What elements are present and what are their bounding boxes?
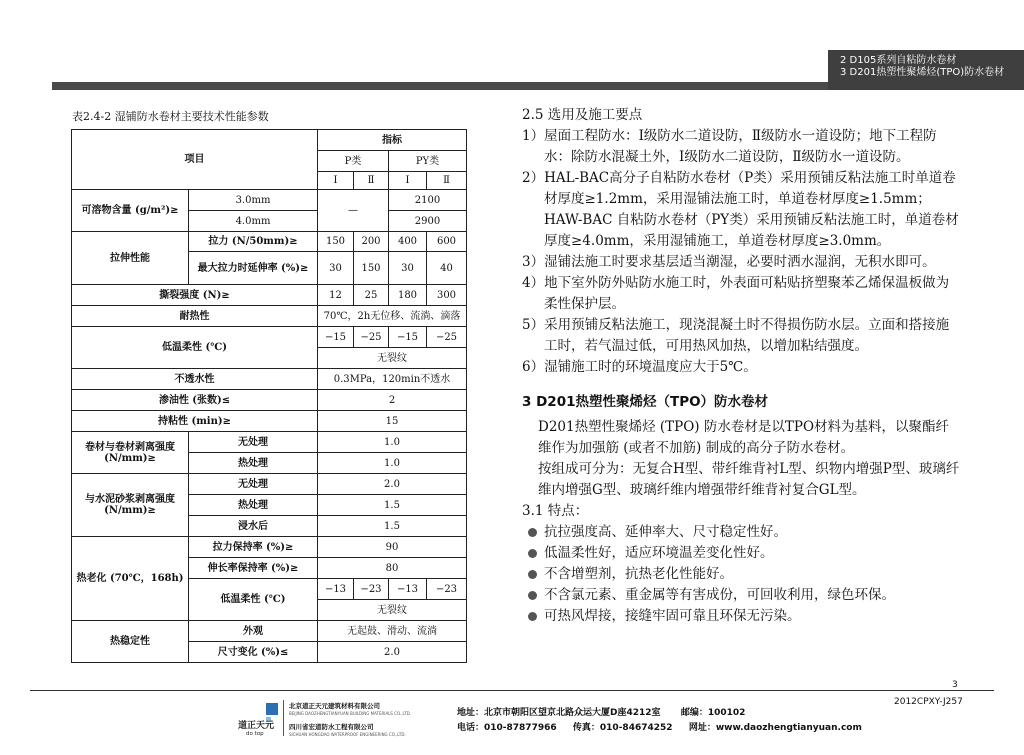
bullet-dot-icon	[528, 570, 537, 579]
company-logo-icon	[236, 700, 280, 736]
phone: 电话：010-87877966	[457, 723, 557, 733]
table-cell: −13	[389, 579, 427, 600]
stab-v1: 无起鼓、滑动、流淌	[318, 621, 467, 642]
head-item: 项目	[72, 130, 318, 190]
bullet-dot-icon	[528, 612, 537, 621]
stab-r1: 外观	[189, 621, 318, 642]
list-item: 2）HAL-BAC高分子自粘防水卷材（P类）采用预铺反粘法施工时单道卷材厚度≥1.2mm，采用湿铺法施工时，单道卷材厚度≥1.5mm；HAW-BAC 自粘防水卷材（PY类）采用预铺反粘法施工时，单道卷材厚度≥4.0mm，采用湿铺施工，单道卷材厚度≥3.0mm。	[522, 170, 959, 249]
soluble-v1: 2100	[389, 190, 467, 211]
tear-label: 撕裂强度 (N)≥	[72, 285, 318, 306]
peel1-v2: 1.0	[318, 453, 467, 474]
peel1-r1: 无处理	[189, 432, 318, 453]
peel2-r1: 无处理	[189, 474, 318, 495]
water-val: 0.3MPa，120min不透水	[318, 369, 467, 390]
peel1-label: 卷材与卷材剥离强度 (N/mm)≥	[72, 432, 189, 474]
section-3-heading: 3 D201热塑性聚烯烃（TPO）防水卷材	[522, 394, 769, 410]
table-title: 表2.4-2 湿铺防水卷材主要技术性能参数	[72, 110, 269, 123]
table-cell: −15	[389, 327, 427, 348]
table-cell: 180	[389, 285, 427, 306]
table-cell: −23	[354, 579, 389, 600]
aging-v2: 80	[318, 558, 467, 579]
peel2-v2: 1.5	[318, 495, 467, 516]
company-2: 四川省宏道防水工程有限公司	[289, 723, 374, 731]
section-3-1-heading: 3.1 特点：	[522, 503, 589, 519]
header-line-2: 3 D201热塑性聚烯烃(TPO)防水卷材	[840, 67, 1005, 78]
heat-label: 耐热性	[72, 306, 318, 327]
paragraph: 按组成可分为：无复合H型、带纤维背衬L型、织物内增强P型、玻璃纤维内增强G型、玻璃纤维内增强带纤维背衬复合GL型。	[538, 461, 960, 498]
table-cell: −25	[427, 327, 467, 348]
soluble-label: 可溶物含量 (g/m²)≥	[72, 190, 189, 232]
svg-text:道正天元: 道正天元	[238, 721, 275, 731]
website: 网址：www.daozhengtianyuan.com	[688, 723, 862, 733]
hold-val: 15	[318, 411, 467, 432]
head-p: P类	[318, 151, 389, 172]
list-item: 4）地下室外防外贴防水施工时，外表面可粘贴挤塑聚苯乙烯保温板做为柔性保护层。	[522, 275, 950, 312]
peel1-r2: 热处理	[189, 453, 318, 474]
soluble-dash: —	[318, 190, 389, 232]
company-1-en: BEIJING DAOZHENGTIANYUAN BUILDING MATERIALS CO.,LTD.	[289, 711, 412, 716]
peel2-v1: 2.0	[318, 474, 467, 495]
right-column	[522, 105, 962, 627]
table-cell: 150	[318, 232, 354, 252]
svg-text:do top: do top	[246, 731, 264, 736]
page-number: 3	[952, 680, 958, 690]
oil-label: 渗油性 (张数)≤	[72, 390, 318, 411]
lowtemp-note: 无裂纹	[318, 348, 467, 369]
document-code: 2012CPXY-J257	[894, 697, 963, 707]
tensile-force: 拉力 (N/50mm)≥	[189, 232, 318, 252]
table-cell: 12	[318, 285, 354, 306]
soluble-v2: 2900	[389, 211, 467, 232]
peel2-r2: 热处理	[189, 495, 318, 516]
peel2-label: 与水泥砂浆剥离强度 (N/mm)≥	[72, 474, 189, 537]
list-item: 6）湿铺施工时的环境温度应大于5℃。	[522, 359, 757, 375]
bullet-text: 不含氯元素、重金属等有害成份，可回收利用，绿色环保。	[544, 587, 895, 603]
paragraph: D201热塑性聚烯烃 (TPO) 防水卷材是以TPO材料为基料，以聚酯纤维作为加强筋 (或者不加筋) 制成的高分子防水卷材。	[538, 419, 950, 456]
bullet-item	[522, 585, 962, 606]
bullet-dot-icon	[528, 528, 537, 537]
fax: 传真：010-84674252	[572, 723, 673, 733]
head-index: 指标	[318, 130, 467, 151]
peel1-v1: 1.0	[318, 432, 467, 453]
head-py-ii: Ⅱ	[427, 172, 467, 190]
table-cell: −23	[427, 579, 467, 600]
stab-v2: 2.0	[318, 642, 467, 663]
header-chapter-box	[828, 50, 1024, 90]
hold-label: 持粘性 (min)≥	[72, 411, 318, 432]
heat-val: 70℃，2h无位移、流淌、滴落	[318, 306, 467, 327]
table-cell: 30	[389, 252, 427, 285]
bullet-text: 低温柔性好，适应环境温差变化性好。	[544, 545, 774, 561]
bullet-dot-icon	[528, 591, 537, 600]
spec-table	[71, 129, 467, 663]
tensile-label: 拉伸性能	[72, 232, 189, 285]
postcode: 邮编：100102	[680, 708, 746, 718]
head-py-i: Ⅰ	[389, 172, 427, 190]
peel2-r3: 浸水后	[189, 516, 318, 537]
bullet-item	[522, 543, 962, 564]
company-1: 北京道正天元建筑材料有限公司	[289, 702, 380, 710]
table-cell: −15	[318, 327, 354, 348]
list-item: 3）湿铺法施工时要求基层适当潮湿，必要时洒水湿润，无积水即可。	[522, 254, 936, 270]
aging-r1: 拉力保持率 (%)≥	[189, 537, 318, 558]
header-line-1: 2 D105系列自粘防水卷材	[840, 55, 957, 66]
water-label: 不透水性	[72, 369, 318, 390]
address: 地址：北京市朝阳区望京北路众运大厦D座4212室	[457, 708, 661, 718]
peel2-v3: 1.5	[318, 516, 467, 537]
aging-v1: 90	[318, 537, 467, 558]
aging-note: 无裂纹	[318, 600, 467, 621]
list-item: 5）采用预铺反粘法施工，现浇混凝土时不得损伤防水层。立面和搭接施工时，若气温过低，可用热风加热，以增加粘结强度。	[522, 317, 950, 354]
footer-rule	[30, 690, 994, 691]
bullet-text: 不含增塑剂，抗热老化性能好。	[544, 566, 733, 582]
bullet-text: 可热风焊接，接缝牢固可靠且环保无污染。	[544, 608, 801, 624]
section-2-5-heading: 2.5 选用及施工要点	[522, 107, 643, 123]
footer-divider	[283, 700, 284, 736]
list-item: 1）屋面工程防水：Ⅰ级防水二道设防，Ⅱ级防水一道设防；地下工程防水：除防水混凝土外，Ⅰ级防水二道设防，Ⅱ级防水一道设防。	[522, 128, 937, 165]
bullet-dot-icon	[528, 549, 537, 558]
lowtemp-label: 低温柔性 (℃)	[72, 327, 318, 369]
table-cell: 40	[427, 252, 467, 285]
soluble-r1: 3.0mm	[189, 190, 318, 211]
table-cell: 400	[389, 232, 427, 252]
table-cell: 150	[354, 252, 389, 285]
stab-r2: 尺寸变化 (%)≤	[189, 642, 318, 663]
table-cell: 200	[354, 232, 389, 252]
company-2-en: SICHUAN HONGDAO WATERPROOF ENGINEERING CO.,LTD.	[289, 732, 406, 737]
aging-r2: 伸长率保持率 (%)≥	[189, 558, 318, 579]
contact-block	[457, 706, 862, 736]
bullet-text: 抗拉强度高、延伸率大、尺寸稳定性好。	[544, 524, 787, 540]
table-cell: −25	[354, 327, 389, 348]
bullet-item	[522, 606, 962, 627]
bullet-item	[522, 522, 962, 543]
head-p-i: Ⅰ	[318, 172, 354, 190]
aging-r3: 低温柔性 (℃)	[189, 579, 318, 621]
oil-val: 2	[318, 390, 467, 411]
soluble-r2: 4.0mm	[189, 211, 318, 232]
aging-label: 热老化 (70℃，168h)	[72, 537, 189, 621]
table-cell: 600	[427, 232, 467, 252]
table-cell: 25	[354, 285, 389, 306]
header-bar	[52, 82, 828, 90]
table-cell: 300	[427, 285, 467, 306]
stab-label: 热稳定性	[72, 621, 189, 663]
company-block	[289, 702, 411, 738]
head-p-ii: Ⅱ	[354, 172, 389, 190]
table-cell: −13	[318, 579, 354, 600]
head-py: PY类	[389, 151, 467, 172]
tensile-elong: 最大拉力时延伸率 (%)≥	[189, 252, 318, 285]
table-cell: 30	[318, 252, 354, 285]
bullet-item	[522, 564, 962, 585]
